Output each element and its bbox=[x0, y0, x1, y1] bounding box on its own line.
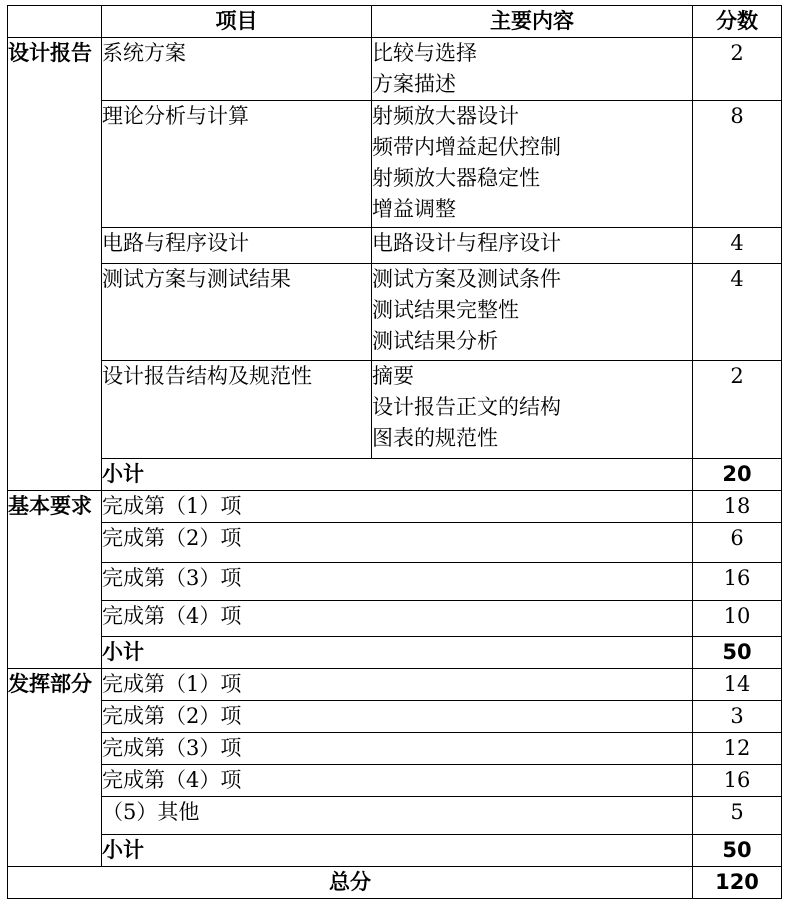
content-line: 电路设计与程序设计 bbox=[372, 231, 561, 255]
total-score: 120 bbox=[693, 867, 782, 899]
table-row bbox=[8, 701, 782, 733]
content-cell bbox=[372, 264, 693, 361]
content-line: 方案描述 bbox=[372, 72, 456, 96]
subtotal-row bbox=[8, 835, 782, 867]
item-cell: 完成第（3）项 bbox=[102, 733, 693, 765]
content-line: 射频放大器设计 bbox=[372, 104, 519, 128]
total-label: 总分 bbox=[8, 867, 693, 899]
item-cell: 完成第（4）项 bbox=[102, 765, 693, 797]
subtotal-score: 50 bbox=[693, 637, 782, 669]
table-row bbox=[8, 38, 782, 101]
header-blank bbox=[8, 6, 102, 38]
score-cell: 16 bbox=[693, 765, 782, 797]
item-cell: 完成第（3）项 bbox=[102, 563, 693, 601]
score-cell: 18 bbox=[693, 491, 782, 523]
header-item: 项目 bbox=[102, 6, 372, 38]
category-extended: 发挥部分 bbox=[8, 669, 102, 867]
score-cell: 5 bbox=[693, 797, 782, 835]
content-line: 频带内增益起伏控制 bbox=[372, 135, 561, 159]
content-line: 比较与选择 bbox=[372, 41, 477, 65]
table-row bbox=[8, 669, 782, 701]
score-cell: 2 bbox=[693, 361, 782, 459]
subtotal-label: 小计 bbox=[102, 459, 693, 491]
header-score: 分数 bbox=[693, 6, 782, 38]
content-line: 增益调整 bbox=[372, 197, 456, 221]
score-cell: 8 bbox=[693, 101, 782, 228]
item-cell: 完成第（1）项 bbox=[102, 491, 693, 523]
item-cell: 完成第（2）项 bbox=[102, 701, 693, 733]
subtotal-score: 20 bbox=[693, 459, 782, 491]
content-line: 设计报告正文的结构 bbox=[372, 395, 561, 419]
category-basic: 基本要求 bbox=[8, 491, 102, 669]
score-cell: 14 bbox=[693, 669, 782, 701]
table-row bbox=[8, 765, 782, 797]
table-row bbox=[8, 601, 782, 637]
score-cell: 4 bbox=[693, 264, 782, 361]
category-design-report: 设计报告 bbox=[8, 38, 102, 491]
content-cell bbox=[372, 228, 693, 264]
table-row bbox=[8, 797, 782, 835]
item-cell: 测试方案与测试结果 bbox=[102, 264, 372, 361]
item-cell: 完成第（1）项 bbox=[102, 669, 693, 701]
content-line: 摘要 bbox=[372, 364, 414, 388]
score-cell: 10 bbox=[693, 601, 782, 637]
header-row bbox=[8, 6, 782, 38]
content-cell bbox=[372, 361, 693, 459]
score-cell: 4 bbox=[693, 228, 782, 264]
subtotal-score: 50 bbox=[693, 835, 782, 867]
table-row bbox=[8, 733, 782, 765]
score-cell: 12 bbox=[693, 733, 782, 765]
total-row bbox=[8, 867, 782, 899]
item-cell: 设计报告结构及规范性 bbox=[102, 361, 372, 459]
content-line: 测试结果分析 bbox=[372, 329, 498, 353]
score-cell: 3 bbox=[693, 701, 782, 733]
table-row bbox=[8, 491, 782, 523]
subtotal-row bbox=[8, 637, 782, 669]
table-row bbox=[8, 361, 782, 459]
subtotal-label: 小计 bbox=[102, 835, 693, 867]
table-row bbox=[8, 101, 782, 228]
table-row bbox=[8, 264, 782, 361]
item-cell: 完成第（4）项 bbox=[102, 601, 693, 637]
item-cell: 电路与程序设计 bbox=[102, 228, 372, 264]
scoring-table bbox=[7, 5, 782, 899]
subtotal-row bbox=[8, 459, 782, 491]
item-cell: 理论分析与计算 bbox=[102, 101, 372, 228]
content-cell bbox=[372, 101, 693, 228]
score-cell: 16 bbox=[693, 563, 782, 601]
item-cell: 系统方案 bbox=[102, 38, 372, 101]
table-row bbox=[8, 523, 782, 563]
subtotal-label: 小计 bbox=[102, 637, 693, 669]
content-cell bbox=[372, 38, 693, 101]
header-content: 主要内容 bbox=[372, 6, 693, 38]
item-cell: 完成第（2）项 bbox=[102, 523, 693, 563]
score-cell: 2 bbox=[693, 38, 782, 101]
content-line: 测试结果完整性 bbox=[372, 298, 519, 322]
table-row bbox=[8, 563, 782, 601]
score-cell: 6 bbox=[693, 523, 782, 563]
table-row bbox=[8, 228, 782, 264]
item-cell: （5）其他 bbox=[102, 797, 693, 835]
content-line: 图表的规范性 bbox=[372, 426, 498, 450]
content-line: 射频放大器稳定性 bbox=[372, 166, 540, 190]
content-line: 测试方案及测试条件 bbox=[372, 267, 561, 291]
